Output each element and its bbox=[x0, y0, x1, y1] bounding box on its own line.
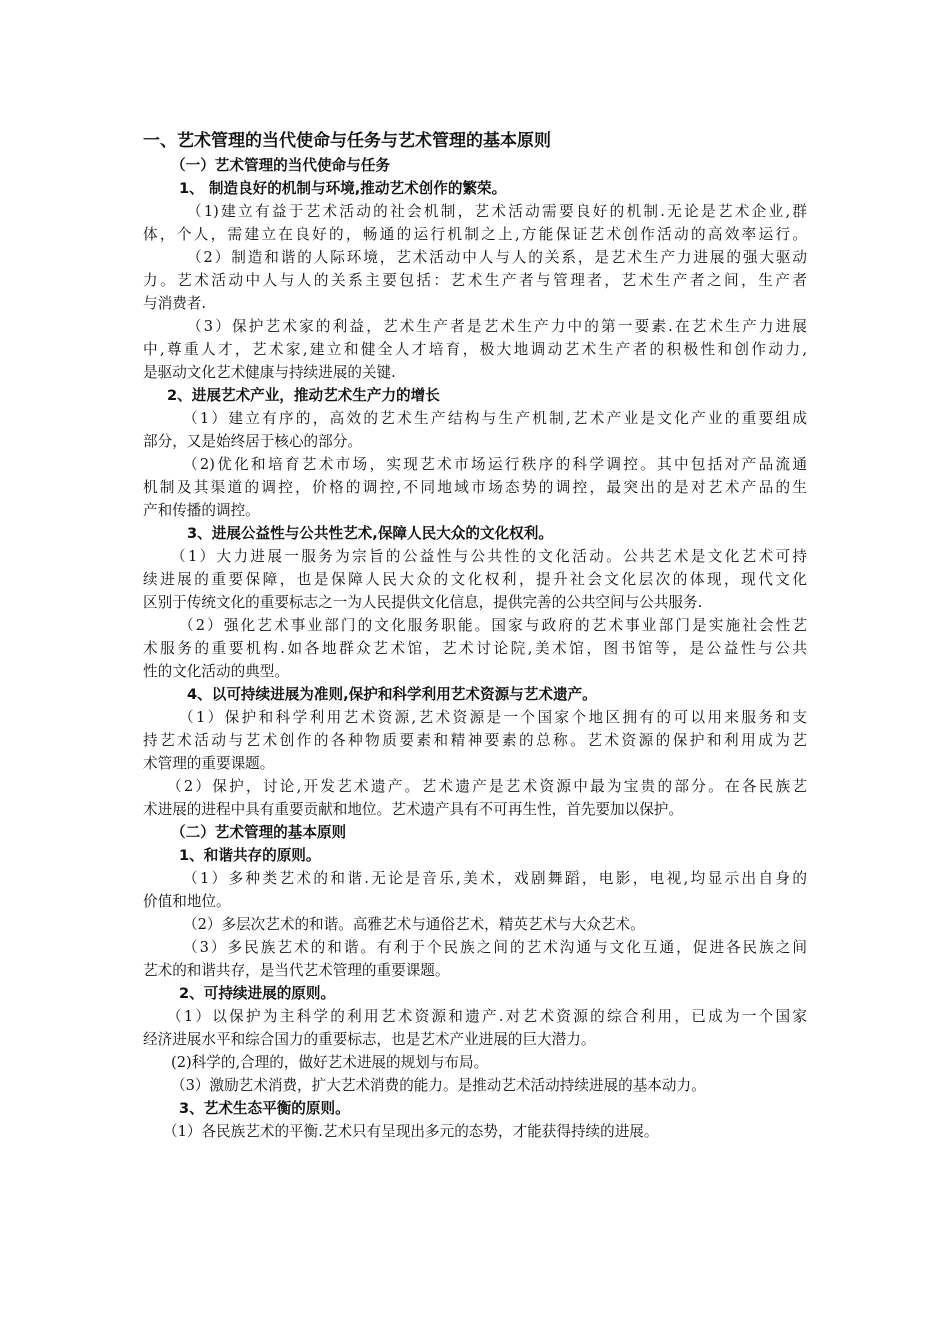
paragraph-line: 与消费者. bbox=[143, 295, 207, 312]
paragraph-line: （3）保护艺术家的利益，艺术生产者是艺术生产力中的第一要素.在艺术生产力进展 bbox=[187, 318, 807, 335]
paragraph-line: （2）保护，讨论,开发艺术遗产。艺术遗产是艺术资源中最为宝贵的部分。在各民族艺 bbox=[167, 778, 807, 795]
subsection-heading: 3、进展公益性与公共性艺术,保障人民大众的文化权利。 bbox=[187, 525, 553, 542]
paragraph-line: 经济进展水平和综合国力的重要标志，也是艺术产业进展的巨大潜力。 bbox=[143, 1031, 596, 1048]
section-heading: （一）艺术管理的当代使命与任务 bbox=[171, 157, 390, 174]
paragraph-line: （1）多种类艺术的和谐.无论是音乐,美术，戏剧舞蹈，电影，电视,均显示出自身的 bbox=[183, 870, 807, 887]
paragraph-line: 术服务的重要机构.如各地群众艺术馆，艺术讨论院,美术馆，图书馆等，是公益性与公共 bbox=[143, 640, 807, 657]
paragraph-line: （1）建立有序的，高效的艺术生产结构与生产机制,艺术产业是文化产业的重要组成 bbox=[183, 410, 807, 427]
paragraph-line: （3）多民族艺术的和谐。有利于个民族之间的艺术沟通与文化互通，促进各民族之间 bbox=[183, 939, 807, 956]
subsection-heading: 1、 制造良好的机制与环境,推动艺术创作的繁荣。 bbox=[179, 180, 507, 197]
paragraph-line: 艺术的和谐共存，是当代艺术管理的重要课题。 bbox=[143, 962, 450, 979]
paragraph-line: （1）保护和科学利用艺术资源,艺术资源是一个国家个地区拥有的可以用来服务和支 bbox=[179, 709, 807, 726]
paragraph-line: （1）大力进展一服务为宗旨的公益性与公共性的文化活动。公共艺术是文化艺术可持 bbox=[171, 548, 807, 565]
section-heading: （二）艺术管理的基本原则 bbox=[171, 824, 347, 841]
paragraph-line: 价值和地位。 bbox=[143, 893, 231, 910]
paragraph-line: （3）激励艺术消费，扩大艺术消费的能力。是推动艺术活动持续进展的基本动力。 bbox=[171, 1077, 706, 1094]
paragraph-line: 术管理的重要课题。 bbox=[143, 755, 275, 772]
paragraph-line: 产和传播的调控。 bbox=[143, 502, 260, 519]
paragraph-line: （1）以保护为主科学的利用艺术资源和遗产.对艺术资源的综合利用，已成为一个国家 bbox=[167, 1008, 807, 1025]
subsection-heading: 2、可持续进展的原则。 bbox=[179, 985, 336, 1002]
paragraph-line: 区别于传统文化的重要标志之一为人民提供文化信息，提供完善的公共空间与公共服务. bbox=[143, 594, 703, 611]
subsection-heading: 1、和谐共存的原则。 bbox=[179, 847, 321, 864]
subsection-heading: 2、进展艺术产业，推动艺术生产力的增长 bbox=[167, 387, 440, 404]
paragraph-line: 术进展的进程中具有重要贡献和地位。艺术遗产具有不可再生性，首先要加以保护。 bbox=[143, 801, 683, 818]
paragraph-line: (2)科学的,合理的，做好艺术进展的规划与布局。 bbox=[171, 1054, 489, 1071]
paragraph-line: （1）各民族艺术的平衡.艺术只有呈现出多元的态势，才能获得持续的进展。 bbox=[163, 1123, 659, 1140]
paragraph-line: （2）多层次艺术的和谐。高雅艺术与通俗艺术，精英艺术与大众艺术。 bbox=[183, 916, 645, 933]
paragraph-line: 机制及其渠道的调控，价格的调控,不同地域市场态势的调控，最突出的是对艺术产品的生 bbox=[143, 479, 807, 496]
subsection-heading: 4、以可持续进展为准则,保护和科学利用艺术资源与艺术遗产。 bbox=[187, 686, 597, 703]
paragraph-line: 体，个人，需建立在良好的，畅通的运行机制之上,方能保证艺术创作活动的高效率运行。 bbox=[143, 226, 807, 243]
paragraph-line: 持艺术活动与艺术创作的各种物质要素和精神要素的总称。艺术资源的保护和利用成为艺 bbox=[143, 732, 807, 749]
subsection-heading: 3、艺术生态平衡的原则。 bbox=[179, 1100, 350, 1117]
document-body bbox=[143, 128, 807, 1143]
paragraph-line: 部分，又是始终居于核心的部分。 bbox=[143, 433, 362, 450]
paragraph-line: （2）制造和谐的人际环境，艺术活动中人与人的关系，是艺术生产力进展的强大驱动 bbox=[187, 249, 807, 266]
paragraph-line: （1)建立有益于艺术活动的社会机制，艺术活动需要良好的机制.无论是艺术企业,群 bbox=[187, 203, 807, 220]
main-heading: 一、艺术管理的当代使命与任务与艺术管理的基本原则 bbox=[143, 131, 551, 151]
paragraph-line: （2)优化和培育艺术市场，实现艺术市场运行秩序的科学调控。其中包括对产品流通 bbox=[183, 456, 807, 473]
paragraph-line: 性的文化活动的典型。 bbox=[143, 663, 289, 680]
paragraph-line: 续进展的重要保障，也是保障人民大众的文化权利，提升社会文化层次的体现，现代文化 bbox=[143, 571, 807, 588]
paragraph-line: （2）强化艺术事业部门的文化服务职能。国家与政府的艺术事业部门是实施社会性艺 bbox=[179, 617, 807, 634]
paragraph-line: 力。艺术活动中人与人的关系主要包括：艺术生产者与管理者，艺术生产者之间，生产者 bbox=[143, 272, 807, 289]
paragraph-line: 是驱动文化艺术健康与持续进展的关键. bbox=[143, 364, 396, 381]
paragraph-line: 中,尊重人才，艺术家,建立和健全人才培育，极大地调动艺术生产者的积极性和创作动力, bbox=[143, 341, 807, 358]
